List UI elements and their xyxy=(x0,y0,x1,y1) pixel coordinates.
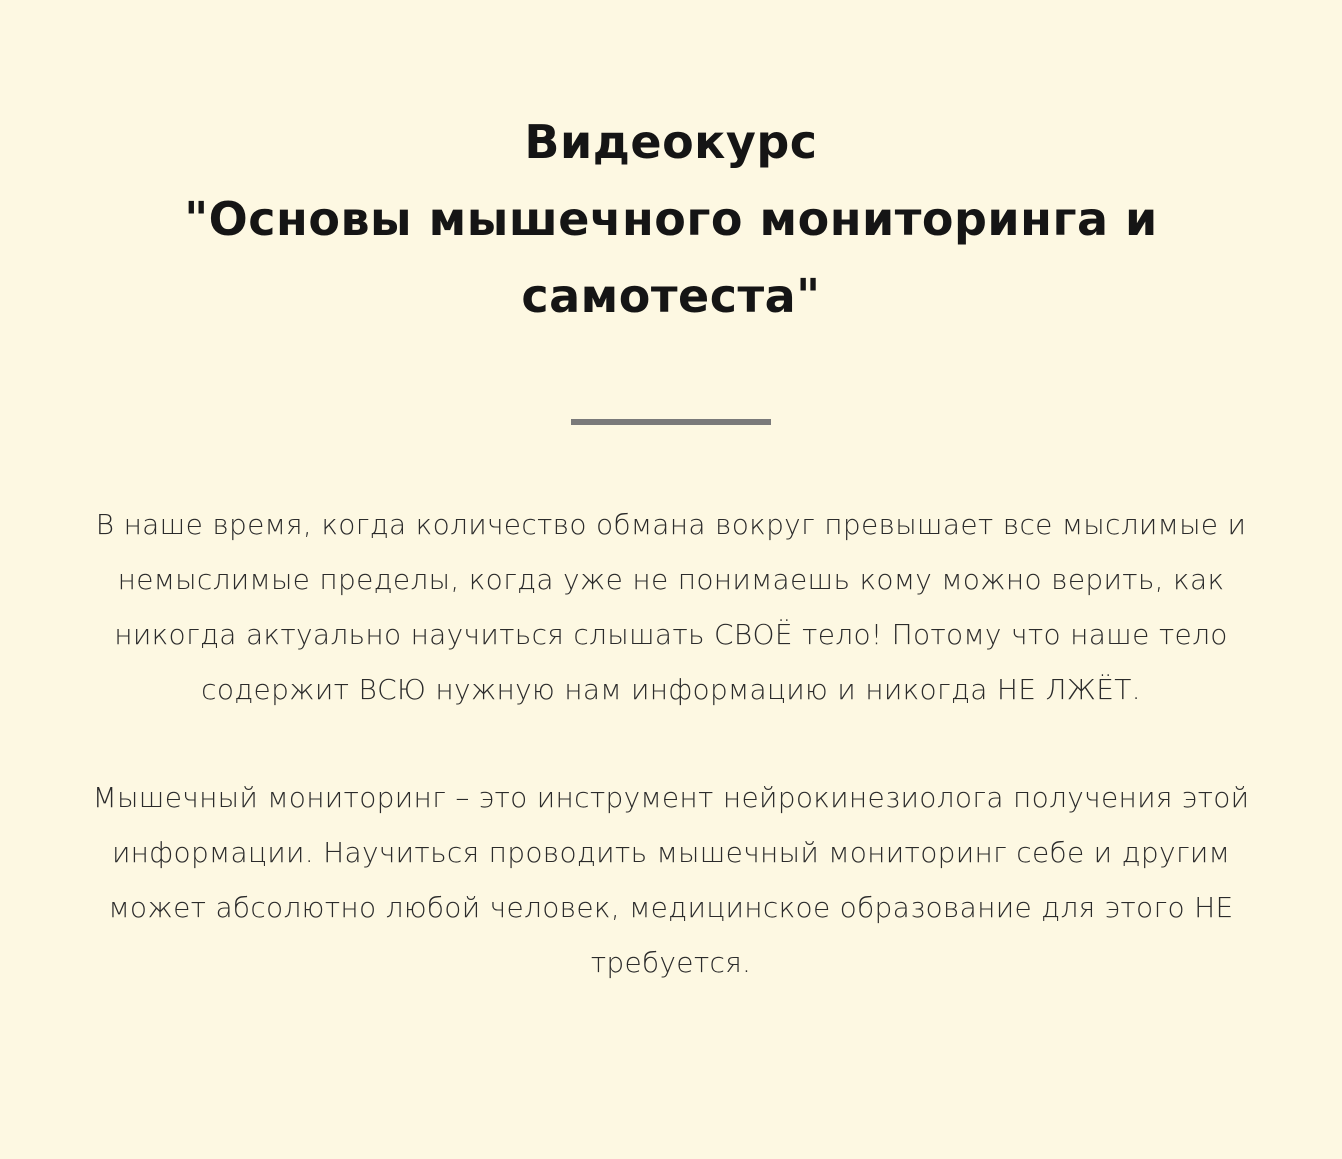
intro-paragraph: В наше время, когда количество обмана вокруг превышает все мыслимые и немыслимые пределы, когда уже не понимаешь кому можно верить, как никогда актуально научиться слышать СВОЁ тело! Потому что наше тело содержит ВСЮ нужную нам информацию и никогда НЕ ЛЖЁТ. xyxy=(95,508,1247,706)
body-copy xyxy=(76,497,1266,990)
description-paragraph: Мышечный мониторинг – это инструмент нейрокинезиолога получения этой информации. Научиться проводить мышечный мониторинг себе и другим может абсолютно любой человек, медицинское образование для этого НЕ требуется. xyxy=(92,781,1250,979)
title-line-2: "Основы мышечного мониторинга и самотеста" xyxy=(184,192,1158,323)
divider xyxy=(571,419,771,425)
title-line-1: Видеокурс xyxy=(524,115,818,169)
page-title xyxy=(81,104,1261,335)
